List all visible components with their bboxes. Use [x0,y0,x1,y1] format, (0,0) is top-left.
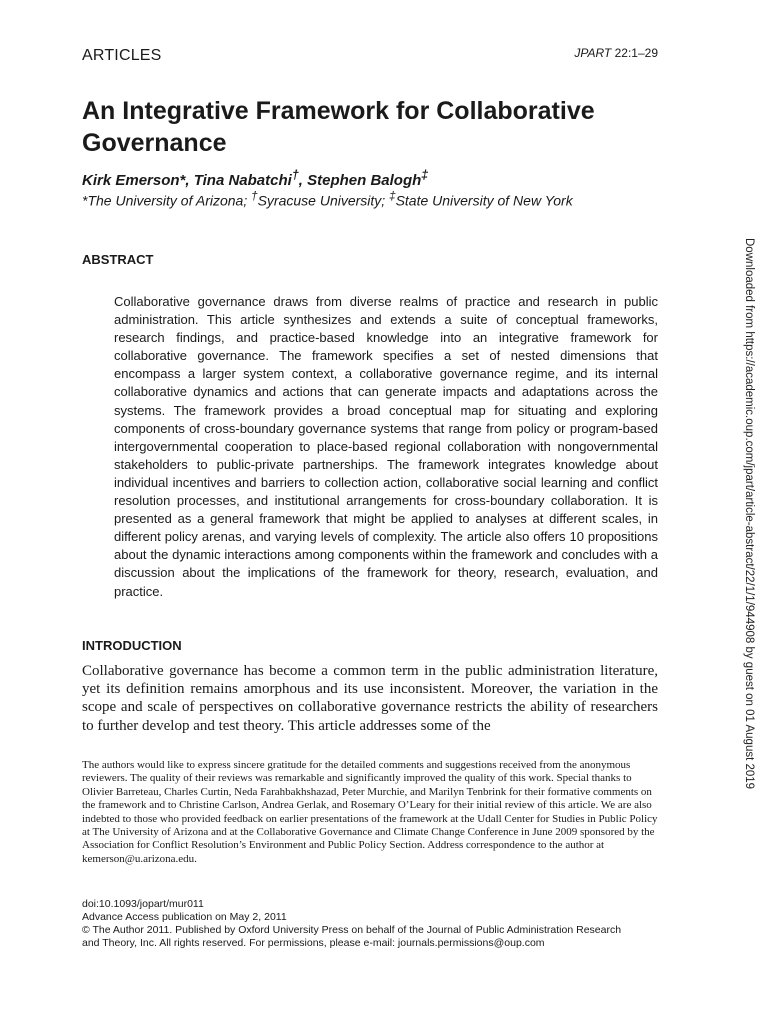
affiliation-mark: * [82,192,88,209]
introduction-heading: INTRODUCTION [82,638,182,653]
author-mark: * [179,172,186,189]
journal-name: JPART [574,46,612,60]
section-label: ARTICLES [82,47,162,64]
author-list: Kirk Emerson*, Tina Nabatchi†, Stephen Balogh‡ [82,168,429,189]
introduction-text: Collaborative governance has become a common term in the public administration literature, yet its definition remains amorphous and its use inconsistent. Moreover, the variation in the scope and scale of perspectives on collaborative governance restricts the ability of researchers to further develop and test theory. This article addresses some of the [82,663,658,734]
affiliation-mark: † [251,190,258,203]
advance-access: Advance Access publication on May 2, 2011 [82,911,287,923]
publication-info [82,898,662,950]
abstract-text: Collaborative governance draws from diverse realms of practice and research in public administration. This article synthesizes and extends a suite of conceptual frameworks, research findings, and practice-based knowledge into an integrative framework for collaborative governance. The framework specifies a set of nested dimensions that encompass a larger system context, a collaborative governance regime, and its internal collaborative dynamics and actions that can generate impacts and adaptations across the systems. The framework provides a broad conceptual map for situating and exploring components of cross-boundary governance systems that range from policy or program-based intergovernmental cooperation to place-based regional collaboration with nongovernmental stakeholders to public-private partnerships. The framework integrates knowledge about individual incentives and barriers to collection action, collaborative social learning and conflict resolution processes, and institutional arrangements for cross-boundary collaboration. It is presented as a general framework that might be applied to analyses at different scales, in different policy arenas, and varying levels of complexity. The article also offers 10 propositions about the dynamic interactions among components within the framework and concludes with a discussion about the implications of the framework for theory, research, evaluation, and practice. [114,294,658,599]
author-name: Tina Nabatchi [193,172,292,189]
author-name: Kirk Emerson [82,172,180,189]
download-watermark [741,238,757,788]
doi: doi:10.1093/jopart/mur011 [82,898,204,910]
affiliation: Syracuse University; [257,192,390,209]
journal-pages: 22:1–29 [614,46,658,60]
author-mark: † [291,168,299,182]
download-note-text: Downloaded from https://academic.oup.com/jpart/article-abstract/22/1/1/944908 by guest on 01 August 2019 [743,238,755,790]
author-name: Stephen Balogh [307,172,422,189]
journal-reference [574,46,658,60]
copyright-line: and Theory, Inc. All rights reserved. For permissions, please e-mail: journals.permissions@oup.com [82,937,545,949]
affiliation-mark: ‡ [389,190,396,203]
copyright-line: © The Author 2011. Published by Oxford University Press on behalf of the Journal of Public Administration Research [82,924,622,936]
article-title: An Integrative Framework for Collaborative Governance [82,97,595,157]
abstract-heading: ABSTRACT [82,252,154,267]
affiliation: State University of New York [395,192,573,209]
acknowledgment-footnote: The authors would like to express sincere gratitude for the detailed comments and suggestions received from the anonymous reviewers. The quality of their reviews was remarkable and significantly improved the quality of this work. Special thanks to Olivier Barreteau, Charles Curtin, Neda Farahbakhshazad, Peter Murchie, and Marilyn Tenbrink for their formative comments on the framework and to Christine Carlson, Andrea Gerlak, and Rosemary O’Leary for their initial review of this article. We are also indebted to those who provided feedback on earlier presentations of the framework at the Udall Center for Studies in Public Policy at The University of Arizona and at the Collaborative Governance and Climate Change Conference in June 2009 sponsored by the Association for Conflict Resolution’s Environment and Public Policy Section. Address correspondence to the author at kemerson@u.arizona.edu. [82,759,658,865]
affiliation: The University of Arizona; [87,192,252,209]
affiliation-list [82,190,573,209]
author-mark: ‡ [421,168,429,182]
